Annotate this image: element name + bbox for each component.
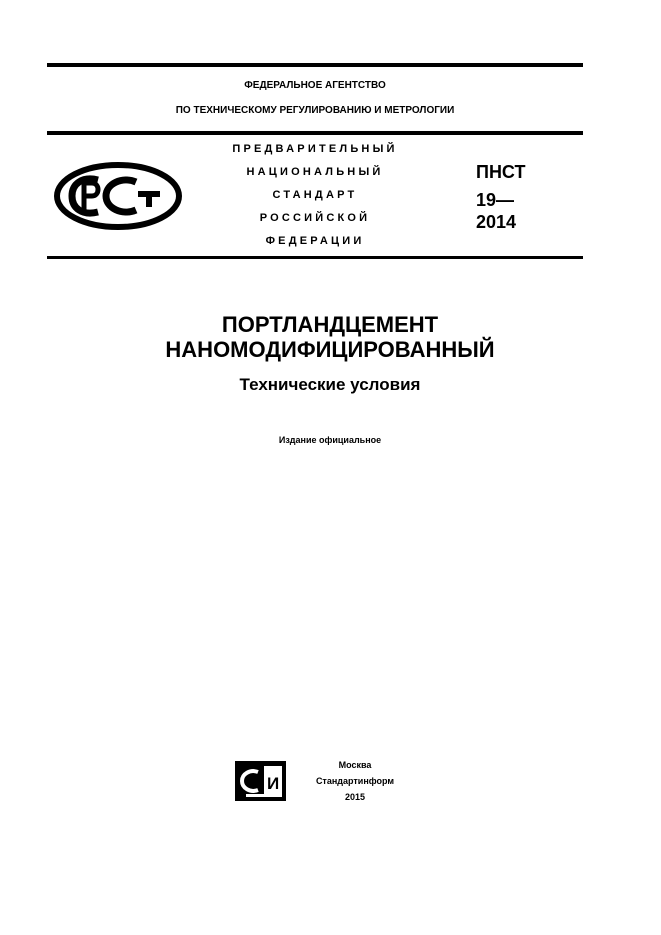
document-subtitle: Технические условия	[239, 375, 421, 394]
publisher-year: 2015	[344, 792, 366, 802]
svg-text:И: И	[267, 774, 280, 793]
standard-kind-line-1: ПРЕДВАРИТЕЛЬНЫЙ	[232, 143, 398, 155]
designation-prefix: ПНСТ	[476, 162, 526, 182]
standard-kind-line-3: СТАНДАРТ	[272, 189, 358, 201]
rst-emblem-icon	[54, 162, 182, 230]
standartinform-logo-icon	[234, 760, 287, 802]
standard-kind-line-2: НАЦИОНАЛЬНЫЙ	[246, 166, 384, 178]
document-title-line-2: НАНОМОДИФИЦИРОВАННЫЙ	[165, 337, 495, 362]
publisher-name: Стандартинформ	[315, 776, 395, 786]
section-rule	[47, 256, 583, 259]
agency-line-1: ФЕДЕРАЛЬНОЕ АГЕНТСТВО	[244, 80, 386, 91]
document-title-line-1: ПОРТЛАНДЦЕМЕНТ	[221, 312, 439, 337]
designation-number: 19—	[476, 190, 515, 210]
standard-kind-line-5: ФЕДЕРАЦИИ	[265, 235, 365, 247]
standard-kind-line-4: РОССИЙСКОЙ	[259, 212, 371, 224]
header-rule	[47, 131, 583, 135]
agency-line-2: ПО ТЕХНИЧЕСКОМУ РЕГУЛИРОВАНИЮ И МЕТРОЛОГИИ	[175, 105, 455, 116]
top-rule	[47, 63, 583, 67]
edition-note: Издание официальное	[278, 435, 382, 445]
designation-year: 2014	[476, 212, 517, 232]
publisher-city: Москва	[338, 760, 372, 770]
